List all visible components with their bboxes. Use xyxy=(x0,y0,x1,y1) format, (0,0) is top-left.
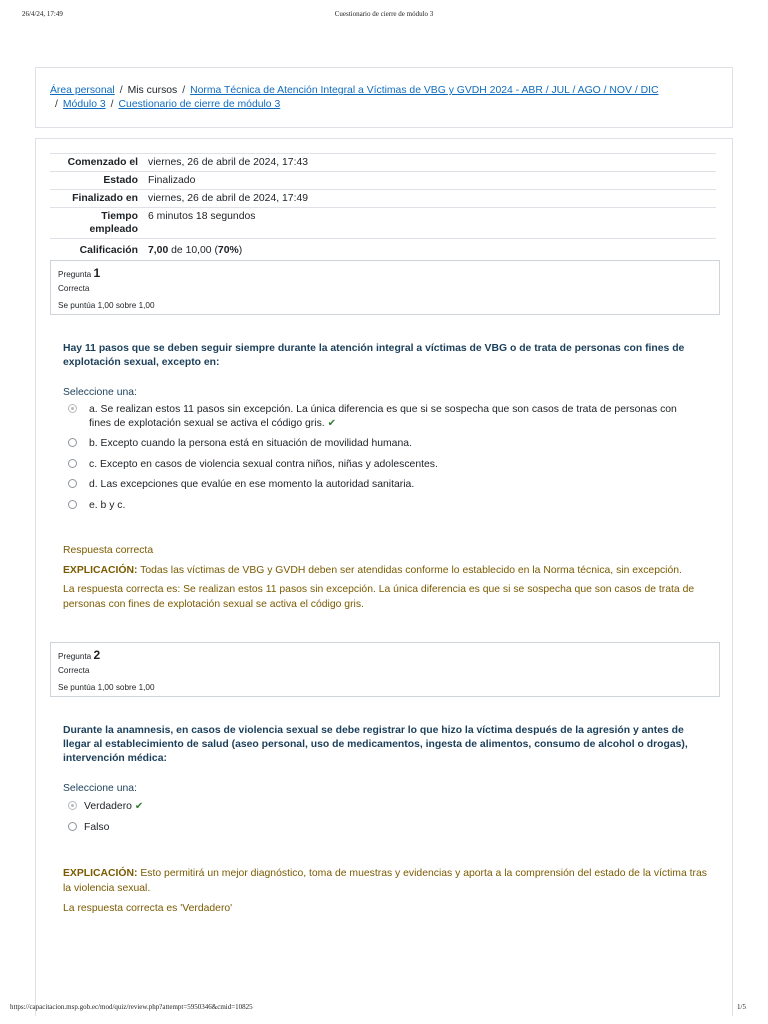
grade-score: 7,00 xyxy=(148,245,169,256)
summary-label: Estado xyxy=(103,175,138,186)
option-text: e. b y c. xyxy=(89,500,126,511)
question-1-info xyxy=(50,260,720,315)
print-url: https://capacitacion.msp.gob.ec/mod/quiz/review.php?attempt=5950346&cmid=10825 xyxy=(10,1003,253,1011)
breadcrumb-quiz-link[interactable]: Cuestionario de cierre de módulo 3 xyxy=(118,99,281,110)
print-title: Cuestionario de cierre de módulo 3 xyxy=(334,10,434,18)
breadcrumb-module-link[interactable]: Módulo 3 xyxy=(62,99,106,110)
radio-icon xyxy=(68,459,77,468)
question-1-explanation xyxy=(63,563,709,578)
option-text: Verdadero xyxy=(84,801,132,812)
question-label: Pregunta xyxy=(58,652,94,661)
quiz-review-region xyxy=(35,138,733,1016)
question-points: Se puntúa 1,00 sobre 1,00 xyxy=(58,301,155,310)
option-text: d. Las excepciones que evalúe en ese momento la autoridad sanitaria. xyxy=(89,479,415,490)
breadcrumb-separator: / xyxy=(110,99,114,110)
radio-selected-icon xyxy=(68,404,77,413)
question-label: Pregunta xyxy=(58,270,94,279)
question-number-value: 2 xyxy=(93,648,101,662)
question-number-value: 1 xyxy=(93,266,101,280)
print-footer xyxy=(10,1003,746,1015)
question-1-option-c[interactable] xyxy=(68,458,698,472)
print-header xyxy=(22,10,746,22)
explanation-label: EXPLICACIÓN: xyxy=(63,868,138,879)
question-1-option-d[interactable] xyxy=(68,478,698,492)
grade-end: ) xyxy=(238,245,243,256)
question-1-text: Hay 11 pasos que se deben seguir siempre durante la atención integral a víctimas de VBG o de trata de personas con fines de explotación sexual, excepto en: xyxy=(63,343,685,368)
radio-selected-icon xyxy=(68,801,77,810)
question-number xyxy=(58,266,712,282)
breadcrumb-separator: / xyxy=(182,85,186,96)
summary-value: Finalizado xyxy=(148,175,196,186)
question-2-option-false[interactable] xyxy=(68,821,698,835)
summary-row-grade xyxy=(50,239,716,263)
summary-value: viernes, 26 de abril de 2024, 17:43 xyxy=(148,157,309,168)
explanation-text: Esto permitirá un mejor diagnóstico, toma de muestras y evidencias y aporta a la comprensión del estado de la víctima tras la violencia sexual. xyxy=(63,868,707,894)
breadcrumb-course-link[interactable]: Norma Técnica de Atención Integral a Víctimas de VBG y GVDH 2024 - ABR / JUL / AGO / NOV / DIC xyxy=(190,85,659,96)
summary-grade-value xyxy=(148,239,716,263)
summary-value: 6 minutos 18 segundos xyxy=(148,211,256,222)
print-page-number: 1/5 xyxy=(737,1003,746,1011)
option-text: Falso xyxy=(84,822,110,833)
summary-label: Comenzado el xyxy=(67,157,138,168)
check-icon: ✔ xyxy=(327,418,336,429)
question-2-info xyxy=(50,642,720,697)
breadcrumb-my-courses: Mis cursos xyxy=(127,85,178,96)
radio-icon xyxy=(68,479,77,488)
summary-label-line: empleado xyxy=(89,224,138,235)
option-text: a. Se realizan estos 11 pasos sin excepción. La única diferencia es que si se sospecha que son casos de trata de personas con fines de explotación sexual se activa el código gris. xyxy=(89,404,677,429)
grade-mid: de 10,00 ( xyxy=(168,245,218,256)
question-2-option-true[interactable] xyxy=(68,800,698,814)
question-2-right-answer: La respuesta correcta es 'Verdadero' xyxy=(63,903,233,914)
question-1-prompt: Seleccione una: xyxy=(63,387,137,398)
question-1-right-answer: La respuesta correcta es: Se realizan estos 11 pasos sin excepción. La única diferencia es que si se sospecha que son casos de trata de personas con fines de explotación sexual se activa el código gris. xyxy=(63,584,695,610)
explanation-text: Todas las víctimas de VBG y GVDH deben ser atendidas conforme lo establecido en la Norma técnica, sin excepción. xyxy=(137,565,682,576)
print-datetime: 26/4/24, 17:49 xyxy=(22,10,63,18)
summary-row-started xyxy=(50,154,716,172)
option-text: c. Excepto en casos de violencia sexual contra niños, niñas y adolescentes. xyxy=(89,459,438,470)
question-2-text: Durante la anamnesis, en casos de violencia sexual se debe registrar lo que hizo la víctima después de la agresión y antes de llegar al establecimiento de salud (aseo personal, uso de medicamentos, ingesta de alimentos, consumo de alcohol o drogas), intervención médica: xyxy=(63,725,688,764)
summary-label-line: Tiempo xyxy=(101,211,138,222)
question-points: Se puntúa 1,00 sobre 1,00 xyxy=(58,683,155,692)
question-1-option-b[interactable] xyxy=(68,437,698,451)
question-1-option-e[interactable] xyxy=(68,499,698,513)
attempt-summary-table xyxy=(50,153,716,263)
explanation-label: EXPLICACIÓN: xyxy=(63,565,138,576)
grade-percent: 70% xyxy=(217,245,239,256)
summary-label: Calificación xyxy=(79,245,138,256)
radio-icon xyxy=(68,500,77,509)
question-status: Correcta xyxy=(58,284,90,293)
summary-label xyxy=(50,208,148,239)
summary-value: viernes, 26 de abril de 2024, 17:49 xyxy=(148,193,309,204)
breadcrumb-home-link[interactable]: Área personal xyxy=(50,85,115,96)
breadcrumb xyxy=(35,67,733,128)
breadcrumb-separator: / xyxy=(119,85,123,96)
question-1-feedback-correct: Respuesta correcta xyxy=(63,545,154,556)
summary-row-state xyxy=(50,172,716,190)
question-1-option-a[interactable] xyxy=(68,403,698,431)
radio-icon xyxy=(68,438,77,447)
check-icon: ✔ xyxy=(134,801,144,812)
summary-row-finished xyxy=(50,190,716,208)
question-status: Correcta xyxy=(58,666,90,675)
summary-row-time xyxy=(50,208,716,239)
question-2-explanation xyxy=(63,866,709,896)
radio-icon xyxy=(68,822,77,831)
breadcrumb-separator: / xyxy=(55,99,58,110)
summary-label: Finalizado en xyxy=(72,193,138,204)
question-number xyxy=(58,648,712,664)
question-2-prompt: Seleccione una: xyxy=(63,783,137,794)
option-text: b. Excepto cuando la persona está en situación de movilidad humana. xyxy=(89,438,412,449)
